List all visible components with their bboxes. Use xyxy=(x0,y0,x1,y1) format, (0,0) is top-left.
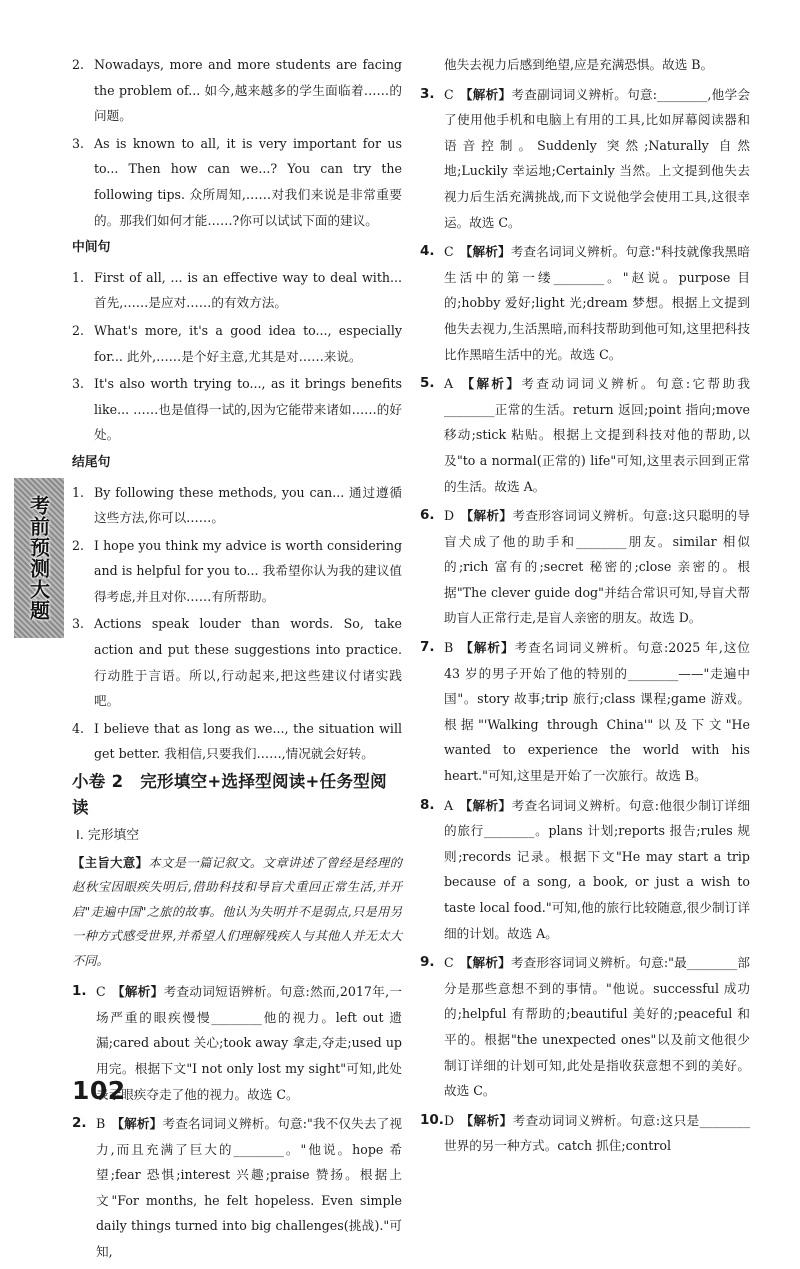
list-item: 2. I hope you think my advice is worth considering and is helpful for you to... 我希望你认为我的建议值得考虑,并且对你……有所帮助。 xyxy=(72,537,402,604)
answer-letter: D xyxy=(444,508,455,524)
answer-item: 5. A 【解析】考查动词词义辨析。句意:它帮助我________正常的生活。return 返回;point 指向;move 移动;stick 粘贴。根据上文提到科技对他的帮助,以及"to a normal(正常的) life"可知,这里表示回到正常的生活。故选 A。 xyxy=(420,375,750,494)
list-item: 2. What's more, it's a good idea to..., especially for... 此外,……是个好主意,尤其是对……来说。 xyxy=(72,322,402,364)
side-tab-label: 考前预测大题 xyxy=(26,495,51,621)
carry-over-text: 他失去视力后感到绝望,应是充满恐惧。故选 B。 xyxy=(444,57,714,72)
answer-text: 考查名词词义辨析。句意:"科技就像我黑暗生活中的第一缕________。"赵说。purpose 目的;hobby 爱好;light 光;dream 梦想。根据上文提到他失去视力,生活黑暗,而科技帮助到他可知,这里把科技比作黑暗生活中的光。故选 C。 xyxy=(444,244,751,362)
summary-tag: 【主旨大意】 xyxy=(72,854,149,870)
answer-letter: C xyxy=(96,984,106,1000)
answer-letter: C xyxy=(444,955,454,971)
middle-heading: 中间句 xyxy=(72,240,111,256)
analysis-tag: 【解析】 xyxy=(111,984,164,1000)
answer-text: 考查名词词义辨析。句意:2025 年,这位 43 岁的男子开始了他的特别的________——"走遍中国"。story 故事;trip 旅行;class 课程;game 游戏。根据"'Walking through China'"以及下文"He wanted to experience the world with his heart."可知,这里是开始了一次旅行。故选 B。 xyxy=(444,640,750,784)
answer-item: 10. D 【解析】考查动词词义辨析。句意:这只是________世界的另一种方式。catch 抓住;control xyxy=(420,1111,751,1154)
answer-text: 考查动词词义辨析。句意:这只是________世界的另一种方式。catch 抓住;control xyxy=(444,1112,751,1154)
answer-item: 9. C 【解析】考查形容词词义辨析。句意:"最________部分是那些意想不到的事情。"他说。successful 成功的;helpful 有帮助的;beautiful 美好的;peaceful 和平的。根据"the unexpected ones"以及前文他很少制订详细的计划可知,此处是指收获意想不到的美好。故选 C。 xyxy=(420,954,750,1099)
answer-text: 考查名词词义辨析。句意:"我不仅失去了视力,而且充满了巨大的________。"他说。hope 希望;fear 恐惧;interest 兴趣;praise 赞扬。根据上文"For months, he felt hopeless. Even simple daily things turned into big challenges(挑战)."可知, xyxy=(96,1116,402,1260)
answer-text: 考查形容词词义辨析。句意:"最________部分是那些意想不到的事情。"他说。successful 成功的;helpful 有帮助的;beautiful 美好的;peaceful 和平的。根据"the unexpected ones"以及前文他很少制订详细的计划可知,此处是指收获意想不到的美好。故选 C。 xyxy=(444,955,750,1099)
answer-item: 4. C 【解析】考查名词词义辨析。句意:"科技就像我黑暗生活中的第一缕________。"赵说。purpose 目的;hobby 爱好;light 光;dream 梦想。根据上文提到他失去视力,生活黑暗,而科技帮助到他可知,这里把科技比作黑暗生活中的光。故选 C。 xyxy=(420,243,751,362)
answer-letter: B xyxy=(96,1116,106,1132)
summary-text: 本文是一篇记叙文。文章讲述了曾经是经理的赵秋宝因眼疾失明后,借助科技和导盲犬重回正常生活,并开启"走遍中国"之旅的故事。他认为失明并不是弱点,只是用另一种方式感受世界,并希望人们理解残疾人与其他人并无太大不同。 xyxy=(72,855,402,968)
analysis-tag: 【解析】 xyxy=(459,244,511,260)
summary-paragraph xyxy=(72,851,402,974)
answer-item: 6. D 【解析】考查形容词词义辨析。句意:这只聪明的导盲犬成了他的助手和________朋友。similar 相似的;rich 富有的;secret 秘密的;close 亲密的。根据"The clever guide dog"并结合常识可知,导盲犬帮助盲人正常行走,是盲人亲密的朋友。故选 D。 xyxy=(420,507,751,626)
answer-item: 2. B 【解析】考查名词词义辨析。句意:"我不仅失去了视力,而且充满了巨大的________。"他说。hope 希望;fear 恐惧;interest 兴趣;praise 赞扬。根据上文"For months, he felt hopeless. Even simple daily things turned into big challenges(挑战)."可知, xyxy=(72,1115,402,1260)
analysis-tag: 【解析】 xyxy=(459,376,522,392)
answer-letter: C xyxy=(444,86,454,102)
side-tab xyxy=(14,478,64,638)
ending-heading: 结尾句 xyxy=(72,454,111,470)
subsection-title: Ⅰ. 完形填空 xyxy=(76,828,140,844)
answer-letter: A xyxy=(444,797,454,813)
list-item: 1. First of all, ... is an effective way to deal with... 首先,……是应对……的有效方法。 xyxy=(72,269,402,311)
answer-text: 考查副词词义辨析。句意:________,他学会了使用他手机和电脑上有用的工具,比如屏幕阅读器和语音控制。Suddenly 突然;Naturally 自然地;Luckily 幸运地;Certainly 当然。上文提到他失去视力后生活充满挑战,而下文说他学会使用工具,这很幸运。故选 C。 xyxy=(444,86,750,230)
list-item: 4. I believe that as long as we..., the situation will get better. 我相信,只要我们……,情况就会好转。 xyxy=(72,720,402,762)
analysis-tag: 【解析】 xyxy=(459,955,511,971)
answer-item: 1. C 【解析】考查动词短语辨析。句意:然而,2017年,一场严重的眼疾慢慢________他的视力。left out 遗漏;cared about 关心;took away 拿走,夺走;used up 用完。根据下文"I not only lost my sight"可知,此处表示眼疾夺走了他的视力。故选 C。 xyxy=(72,983,402,1102)
opening-sentences xyxy=(72,52,402,233)
answer-item: 7. B 【解析】考查名词词义辨析。句意:2025 年,这位 43 岁的男子开始了他的特别的________——"走遍中国"。story 故事;trip 旅行;class 课程;game 游戏。根据"'Walking through China'"以及下文"He wanted to experience the world with his heart."可知,这里是开始了一次旅行。故选 B。 xyxy=(420,639,750,784)
list-item: 3. It's also worth trying to..., as it brings benefits like... ……也是值得一试的,因为它能带来诸如……的好处。 xyxy=(72,376,402,443)
answer-item: 8. A 【解析】考查名词词义辨析。句意:他很少制订详细的旅行________。plans 计划;reports 报告;rules 规则;records 记录。根据下文"He may start a trip because of a song, a book, or just a wish to taste local food."可知,他的旅行比较随意,很少制订详细的计划。故选 A。 xyxy=(420,796,751,941)
answer-letter: B xyxy=(444,640,454,656)
analysis-tag: 【解析】 xyxy=(460,1112,513,1128)
answer-text: 考查动词短语辨析。句意:然而,2017年,一场严重的眼疾慢慢________他的视力。left out 遗漏;cared about 关心;took away 拿走,夺走;used up 用完。根据下文"I not only lost my sight"可知,此处表示眼疾夺走了他的视力。故选 C。 xyxy=(96,984,402,1102)
answer-text: 考查形容词词义辨析。句意:这只聪明的导盲犬成了他的助手和________朋友。similar 相似的;rich 富有的;secret 秘密的;close 亲密的。根据"The clever guide dog"并结合常识可知,导盲犬帮助盲人正常行走,是盲人亲密的朋友。故选 D。 xyxy=(444,508,751,626)
list-item: 2. Nowadays, more and more students are facing the problem of... 如今,越来越多的学生面临着……的问题。 xyxy=(72,57,402,124)
list-item: 3. As is known to all, it is very important for us to... Then how can we...? You can try the following tips. 众所周知,……对我们来说是非常重要的。那我们如何才能……?你可以试试下面的建议。 xyxy=(72,135,402,228)
answer-text: 考查名词词义辨析。句意:他很少制订详细的旅行________。plans 计划;reports 报告;rules 规则;records 记录。根据下文"He may start a trip because of a song, a book, or just a wish to taste local food."可知,他的旅行比较随意,很少制订详细的计划。故选 A。 xyxy=(444,797,751,941)
right-column xyxy=(420,52,750,1163)
analysis-tag: 【解析】 xyxy=(459,797,512,813)
analysis-tag: 【解析】 xyxy=(459,86,512,102)
answer-letter: C xyxy=(444,244,454,260)
answer-letter: D xyxy=(444,1112,455,1128)
ending-sentences xyxy=(72,480,402,768)
list-item: 1. By following these methods, you can... 通过遵循这些方法,你可以……。 xyxy=(72,484,402,526)
answer-text: 考查动词词义辨析。句意:它帮助我________正常的生活。return 返回;point 指向;move 移动;stick 粘贴。根据上文提到科技对他的帮助,以及"to a normal(正常的) life"可知,这里表示回到正常的生活。故选 A。 xyxy=(444,376,750,494)
list-item: 3. Actions speak louder than words. So, take action and put these suggestions into practice. 行动胜于言语。所以,行动起来,把这些建议付诸实践吧。 xyxy=(72,616,402,709)
middle-sentences xyxy=(72,265,402,448)
answer-item: 3. C 【解析】考查副词词义辨析。句意:________,他学会了使用他手机和电脑上有用的工具,比如屏幕阅读器和语音控制。Suddenly 突然;Naturally 自然地;Luckily 幸运地;Certainly 当然。上文提到他失去视力后生活充满挑战,而下文说他学会使用工具,这很幸运。故选 C。 xyxy=(420,85,750,230)
analysis-tag: 【解析】 xyxy=(459,640,515,656)
analysis-tag: 【解析】 xyxy=(111,1116,163,1132)
page-number: 102 xyxy=(72,1076,126,1105)
analysis-tag: 【解析】 xyxy=(460,508,513,524)
answer-letter: A xyxy=(444,376,454,392)
section-title: 小卷 2 完形填空+选择型阅读+任务型阅读 xyxy=(72,772,387,818)
